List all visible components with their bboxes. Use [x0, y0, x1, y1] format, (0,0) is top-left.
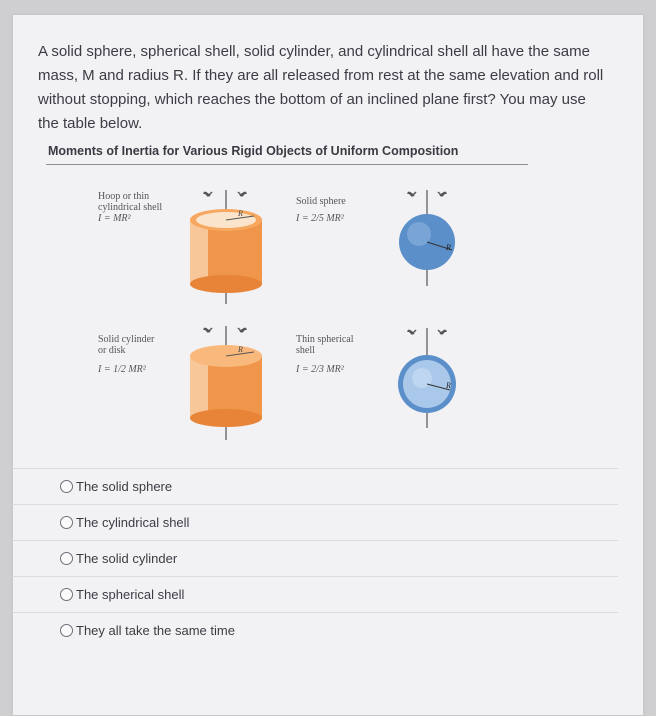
fig-solid-cylinder-line1: Solid cylinder [98, 334, 155, 345]
solid-cylinder-figure [180, 322, 270, 444]
spherical-shell-radius-label: R [446, 381, 451, 390]
fig-solid-cylinder-line2: or disk [98, 345, 126, 356]
spherical-shell-figure [384, 324, 474, 436]
fig-spherical-shell-formula: I = 2/3 MR² [296, 364, 344, 375]
hoop-cylinder-figure [180, 186, 270, 306]
radio-button[interactable] [60, 480, 73, 493]
fig-hoop-line2: cylindrical shell [98, 202, 163, 213]
radio-button[interactable] [60, 552, 73, 565]
option-solid-sphere[interactable] [12, 468, 618, 504]
option-label: The solid cylinder [76, 551, 178, 566]
solid-sphere-radius-label: R [446, 243, 451, 252]
solid-sphere-figure [384, 186, 474, 296]
fig-spherical-shell-line2: shell [296, 345, 315, 356]
hoop-radius-label: R [238, 209, 243, 218]
option-label: The cylindrical shell [76, 515, 190, 530]
option-same-time[interactable] [12, 612, 618, 648]
radio-button[interactable] [60, 624, 73, 637]
fig-solid-sphere-formula: I = 2/5 MR² [296, 213, 344, 224]
fig-hoop-formula: I = MR² [98, 213, 131, 224]
option-solid-cylinder[interactable] [12, 540, 618, 576]
fig-solid-cylinder-label [98, 334, 154, 375]
fig-spherical-shell-label [296, 334, 353, 375]
question-text: A solid sphere, spherical shell, solid cylinder, and cylindrical shell all have the same mass, M and radius R. If they are all released from rest at the same elevation and roll without stopping, which reaches the bottom of an inclined plane first? You may use the table below. [38, 43, 604, 132]
radio-button[interactable] [60, 516, 73, 529]
table-title: Moments of Inertia for Various Rigid Objects of Uniform Composition [48, 144, 459, 158]
solid-cylinder-radius-label: R [238, 345, 243, 354]
option-label: The spherical shell [76, 587, 185, 602]
option-cylindrical-shell[interactable] [12, 504, 618, 540]
option-label: The solid sphere [76, 479, 173, 494]
fig-solid-sphere-label [296, 196, 346, 224]
fig-solid-cylinder-formula: I = 1/2 MR² [98, 364, 146, 375]
fig-hoop-label [98, 191, 162, 224]
fig-solid-sphere-line1: Solid sphere [296, 196, 346, 207]
radio-button[interactable] [60, 588, 73, 601]
fig-spherical-shell-line1: Thin spherical [296, 334, 354, 345]
option-spherical-shell[interactable] [12, 576, 618, 612]
option-label: They all take the same time [76, 623, 235, 638]
answer-options [12, 468, 618, 648]
table-title-rule [46, 164, 528, 165]
fig-hoop-line1: Hoop or thin [98, 191, 150, 202]
